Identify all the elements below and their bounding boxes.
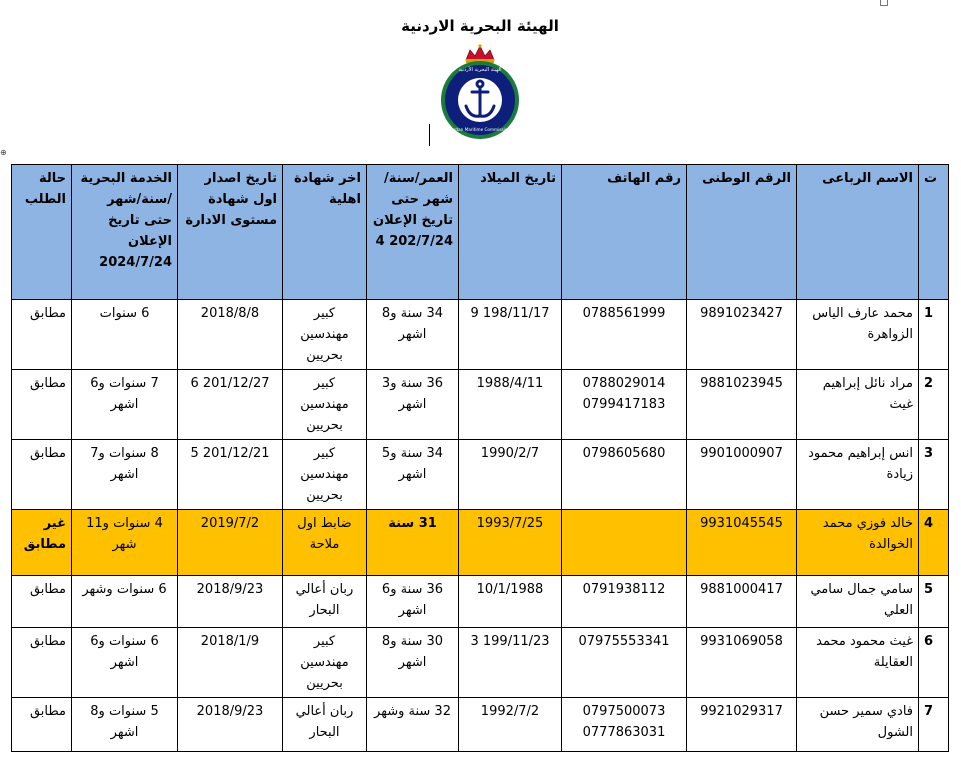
cell-birth-date: 198/11/17 9: [459, 300, 562, 370]
text-cursor: [429, 124, 430, 146]
cell-index: 3: [919, 440, 949, 510]
cell-sea-service: 6 سنوات وشهر: [72, 576, 178, 628]
applicants-table-container: [11, 164, 948, 752]
cell-first-certificate-date: 201/12/27 6: [178, 370, 283, 440]
cell-birth-date: 10/1/1988: [459, 576, 562, 628]
cell-first-certificate-date: 2018/9/23: [178, 576, 283, 628]
cell-index: 6: [919, 628, 949, 698]
cell-last-certificate: ضابط اول ملاحة: [283, 510, 367, 576]
cell-national-id: 9881023945: [687, 370, 797, 440]
table-row: [12, 440, 949, 510]
cell-age: 36 سنة و6 اشهر: [367, 576, 459, 628]
cell-birth-date: 1988/4/11: [459, 370, 562, 440]
cell-birth-date: 1992/7/2: [459, 698, 562, 752]
svg-text:الهيئة البحرية الأردنية: الهيئة البحرية الأردنية: [458, 67, 502, 73]
table-row-highlighted: [12, 510, 949, 576]
header-index: ت: [919, 165, 949, 300]
cell-first-certificate-date: 2019/7/2: [178, 510, 283, 576]
cell-request-status: مطابق: [12, 440, 72, 510]
maritime-commission-logo-icon: [430, 40, 530, 140]
cell-request-status: مطابق: [12, 576, 72, 628]
cell-birth-date: 1993/7/25: [459, 510, 562, 576]
cell-sea-service: 8 سنوات و7 اشهر: [72, 440, 178, 510]
header-request-status: حالة الطلب: [12, 165, 72, 300]
cell-phone: 0791938112: [562, 576, 687, 628]
cell-phone: 0797500073 0777863031: [562, 698, 687, 752]
header-name: الاسم الرباعى: [797, 165, 919, 300]
cell-phone: 0788561999: [562, 300, 687, 370]
header-phone: رقم الهاتف: [562, 165, 687, 300]
crown-icon: [466, 44, 494, 63]
cell-request-status: مطابق: [12, 628, 72, 698]
cell-birth-date: 1990/2/7: [459, 440, 562, 510]
table-move-handle-icon[interactable]: ⊕: [0, 148, 7, 157]
cell-birth-date: 199/11/23 3: [459, 628, 562, 698]
cell-request-status: مطابق: [12, 698, 72, 752]
cell-name: سامي جمال سامي العلي: [797, 576, 919, 628]
cell-name: فادي سمير حسن الشول: [797, 698, 919, 752]
cell-index: 4: [919, 510, 949, 576]
cell-first-certificate-date: 2018/9/23: [178, 698, 283, 752]
cell-sea-service: 5 سنوات و8 اشهر: [72, 698, 178, 752]
cell-age: 30 سنة و8 اشهر: [367, 628, 459, 698]
cell-national-id: 9931069058: [687, 628, 797, 698]
cell-national-id: 9921029317: [687, 698, 797, 752]
header-last-certificate: اخر شهادة اهلية: [283, 165, 367, 300]
cell-age: 31 سنة: [367, 510, 459, 576]
table-row: [12, 576, 949, 628]
cell-last-certificate: كبير مهندسين بحريين: [283, 300, 367, 370]
cell-age: 34 سنة و8 اشهر: [367, 300, 459, 370]
cell-age: 36 سنة و3 اشهر: [367, 370, 459, 440]
svg-text:Jordan Maritime Commission: Jordan Maritime Commission: [449, 127, 511, 132]
page-corner-marker: [880, 0, 888, 6]
cell-phone: 0798605680: [562, 440, 687, 510]
cell-phone: 07975553341: [562, 628, 687, 698]
table-row: [12, 300, 949, 370]
cell-national-id: 9891023427: [687, 300, 797, 370]
applicants-table: [11, 164, 949, 752]
header-sea-service: الخدمة البحرية /سنة/شهر حتى تاريخ الإعلان 2024/7/24: [72, 165, 178, 300]
header-first-certificate-date: تاريخ اصدار اول شهادة مستوى الادارة: [178, 165, 283, 300]
cell-phone: [562, 510, 687, 576]
cell-sea-service: 4 سنوات و11 شهر: [72, 510, 178, 576]
cell-last-certificate: كبير مهندسين بحريين: [283, 440, 367, 510]
cell-name: مراد نائل إبراهيم غيث: [797, 370, 919, 440]
cell-national-id: 9931045545: [687, 510, 797, 576]
cell-phone: 0788029014 0799417183: [562, 370, 687, 440]
cell-last-certificate: ربان أعالي البحار: [283, 698, 367, 752]
cell-request-status: مطابق: [12, 370, 72, 440]
cell-first-certificate-date: 201/12/21 5: [178, 440, 283, 510]
cell-age: 34 سنة و5 اشهر: [367, 440, 459, 510]
header-national-id: الرقم الوطنى: [687, 165, 797, 300]
table-row: [12, 370, 949, 440]
cell-last-certificate: كبير مهندسين بحريين: [283, 370, 367, 440]
document-title: الهيئة البحرية الاردنية: [401, 17, 559, 35]
cell-name: غيث محمود محمد العقايلة: [797, 628, 919, 698]
cell-last-certificate: ربان أعالي البحار: [283, 576, 367, 628]
cell-national-id: 9901000907: [687, 440, 797, 510]
cell-sea-service: 6 سنوات: [72, 300, 178, 370]
cell-age: 32 سنة وشهر: [367, 698, 459, 752]
cell-name: انس إبراهيم محمود زيادة: [797, 440, 919, 510]
cell-name: خالد فوزي محمد الخوالدة: [797, 510, 919, 576]
cell-last-certificate: كبير مهندسين بحريين: [283, 628, 367, 698]
cell-index: 2: [919, 370, 949, 440]
cell-sea-service: 7 سنوات و6 اشهر: [72, 370, 178, 440]
header-birth-date: تاريخ الميلاد: [459, 165, 562, 300]
cell-sea-service: 6 سنوات و6 اشهر: [72, 628, 178, 698]
table-row: [12, 628, 949, 698]
cell-index: 5: [919, 576, 949, 628]
cell-first-certificate-date: 2018/8/8: [178, 300, 283, 370]
cell-index: 1: [919, 300, 949, 370]
header-age: العمر/سنة/ شهر حتى تاريخ الإعلان 202/7/24 4: [367, 165, 459, 300]
cell-first-certificate-date: 2018/1/9: [178, 628, 283, 698]
cell-index: 7: [919, 698, 949, 752]
table-row: [12, 698, 949, 752]
table-header-row: [12, 165, 949, 300]
cell-name: محمد عارف الياس الزواهرة: [797, 300, 919, 370]
cell-request-status: غير مطابق: [12, 510, 72, 576]
cell-national-id: 9881000417: [687, 576, 797, 628]
cell-request-status: مطابق: [12, 300, 72, 370]
